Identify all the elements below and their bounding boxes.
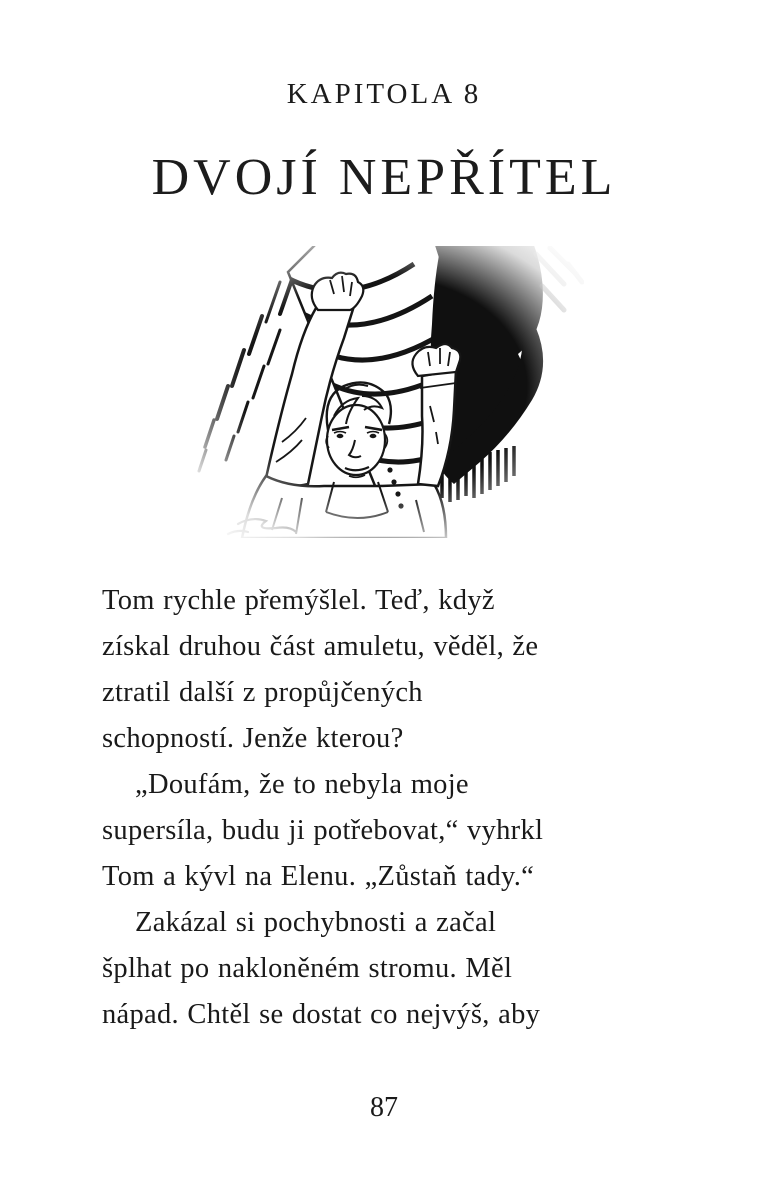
text-line: šplhat po nakloněném stromu. Měl bbox=[102, 953, 513, 984]
text-line: schopností. Jenže kterou? bbox=[102, 723, 404, 754]
chapter-title: DVOJÍ NEPŘÍTEL bbox=[151, 149, 617, 206]
text-line: „Doufám, že to nebyla moje bbox=[135, 769, 469, 800]
text-line: supersíla, budu ji potřebovat,“ vyhrkl bbox=[102, 815, 544, 846]
body-text bbox=[102, 578, 662, 1038]
chapter-illustration bbox=[184, 246, 584, 538]
text-line: získal druhou část amuletu, věděl, že bbox=[102, 631, 539, 662]
tom-climbing-illustration-drawing bbox=[184, 246, 584, 538]
chapter-label: KAPITOLA 8 bbox=[286, 78, 482, 110]
page-number: 87 bbox=[370, 1092, 398, 1123]
text-line: Tom a kývl na Elenu. „Zůstaň tady.“ bbox=[102, 861, 535, 892]
text-line: Tom rychle přemýšlel. Teď, když bbox=[102, 585, 495, 616]
text-line: Zakázal si pochybnosti a začal bbox=[135, 907, 497, 938]
text-line: ztratil další z propůjčených bbox=[102, 677, 423, 708]
text-line: nápad. Chtěl se dostat co nejvýš, aby bbox=[102, 999, 541, 1030]
